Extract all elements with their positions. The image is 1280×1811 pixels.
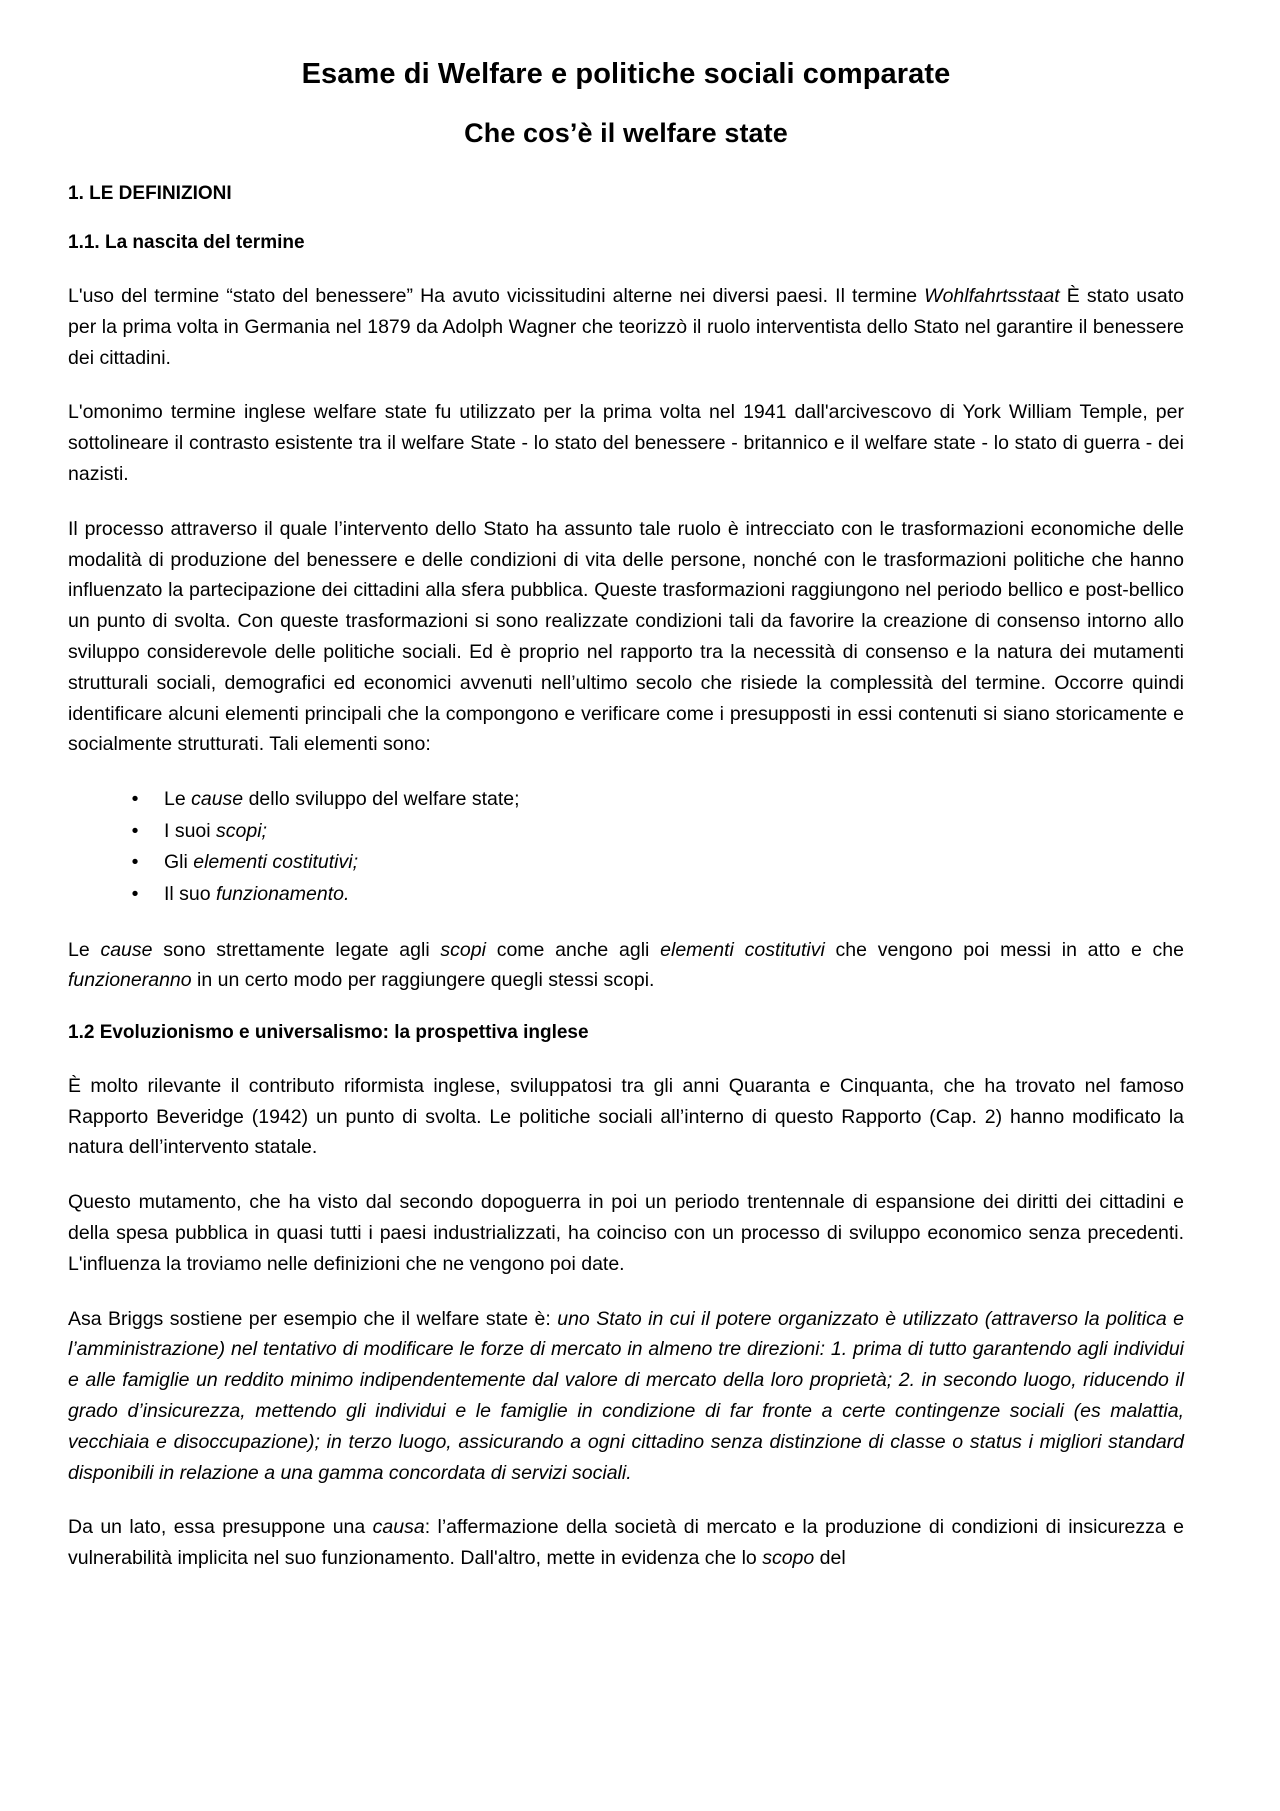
section-heading-1-2: 1.2 Evoluzionismo e universalismo: la prospettiva inglese [68,1022,589,1044]
paragraph-4-text-e: in un certo modo per raggiungere quegli stessi scopi. [191,969,655,992]
list-item-prefix: I suoi [164,819,217,842]
paragraph-4-italic-3: elementi costitutivi [660,938,825,961]
section-heading-1: 1. LE DEFINIZIONI [68,182,232,204]
paragraph-4-italic-1: cause [100,938,153,961]
paragraph-8-text-a: Da un lato, essa presuppone una [68,1516,373,1539]
paragraph-4-text-d: che vengono poi messi in atto e che [824,938,1185,961]
paragraph-3: Il processo attraverso il quale l’intervento dello Stato ha assunto tale ruolo è intrecciato con le trasformazioni economiche delle modalità di produzione del benessere e delle condizioni di vita delle persone, nonché con le trasformazioni politiche che hanno influenzato la partecipazione dei cittadini alla sfera pubblica. Queste trasformazioni raggiungono nel periodo bellico e post-bellico un punto di svolta. Con queste trasformazioni si sono realizzate condizioni tali da favorire la creazione di consenso intorno allo sviluppo considerevole delle politiche sociali. Ed è proprio nel rapporto tra la necessità di consenso e la natura dei mutamenti strutturali sociali, demografici ed economici avvenuti nell’ultimo secolo che risiede la complessità del termine. Occorre quindi identificare alcuni elementi principali che la compongono e verificare come i presupposti in essi contenuti si siano storicamente e socialmente strutturati. Tali elementi sono: [68,517,1184,756]
paragraph-8-italic-1: causa [372,1516,425,1539]
bullet-icon: • [131,851,139,874]
paragraph-4 [68,935,1184,997]
list-item-italic: cause [191,788,244,811]
bullet-icon: • [131,788,139,811]
paragraph-8-text-b: : l’affermazione della società di mercato e la produzione di condizioni di insicurezza e vulnerabilità implicita nel suo funzionamento. Dall'altro, mette in evidenza che lo [68,1516,1184,1570]
bullet-icon: • [131,819,139,842]
paragraph-8-italic-2: scopo [762,1547,815,1570]
page-subtitle: Che cos’è il welfare state [464,117,788,148]
list-item-italic: elementi costitutivi; [193,851,358,874]
paragraph-6: Questo mutamento, che ha visto dal secondo dopoguerra in poi un periodo trentennale di espansione dei diritti dei cittadini e della spesa pubblica in quasi tutti i paesi industrializzati, ha coinciso con un processo di sviluppo economico senza precedenti. L'influenza la troviamo nelle definizioni che ne vengono poi date. [68,1191,1184,1275]
paragraph-1-text-b: È stato usato per la prima volta in Germania nel 1879 da Adolph Wagner che teorizzò il ruolo interventista dello Stato nel garantire il benessere dei cittadini. [68,285,1184,369]
bullet-icon: • [131,882,139,905]
paragraph-2: L'omonimo termine inglese welfare state fu utilizzato per la prima volta nel 1941 dall'arcivescovo di York William Temple, per sottolineare il contrasto esistente tra il welfare State - lo stato del benessere - britannico e il welfare state - lo stato di guerra - dei nazisti. [68,401,1184,486]
paragraph-4-text-b: sono strettamente legate agli [152,938,441,961]
list-item-prefix: Il suo [164,882,217,905]
list-item [100,879,1184,911]
list-item-italic: scopi; [216,819,267,842]
list-item-prefix: Gli [164,851,194,874]
list-item [100,816,1184,848]
list-item-prefix: Le [164,788,192,811]
paragraph-8 [68,1512,1184,1574]
section-heading-1-1: 1.1. La nascita del termine [68,232,305,254]
paragraph-7-briggs-quote [68,1304,1184,1489]
page-title: Esame di Welfare e politiche sociali comparate [301,58,951,90]
paragraph-5: È molto rilevante il contributo riformista inglese, sviluppatosi tra gli anni Quaranta e Cinquanta, che ha trovato nel famoso Rapporto Beveridge (1942) un punto di svolta. Le politiche sociali all’interno di questo Rapporto (Cap. 2) hanno modificato la natura dell’intervento statale. [68,1074,1184,1159]
paragraph-4-italic-2: scopi [440,938,486,961]
paragraph-4-text-c: come anche agli [485,938,661,961]
list-item-italic: funzionamento. [216,882,350,905]
list-item-suffix: dello sviluppo del welfare state; [243,788,520,811]
list-item [100,847,1184,879]
paragraph-7-intro: Asa Briggs sostiene per esempio che il welfare state è: [68,1307,558,1330]
list-item [100,784,1184,816]
paragraph-1-italic-term: Wohlfahrtsstaat [924,285,1060,308]
elements-bullet-list [68,784,1184,910]
paragraph-8-text-c: del [814,1547,846,1570]
paragraph-1 [68,281,1184,373]
paragraph-4-italic-4: funzioneranno [68,969,192,992]
paragraph-1-text-a: L'uso del termine “stato del benessere” Ha avuto vicissitudini alterne nei diversi paesi. Il termine [68,285,925,308]
paragraph-7-quote: uno Stato in cui il potere organizzato è utilizzato (attraverso la politica e l’amministrazione) nel tentativo di modificare le forze di mercato in almeno tre direzioni: 1. prima di tutto garantendo agli individui e alle famiglie un reddito minimo indipendentemente dal valore di mercato della loro proprietà; 2. in secondo luogo, riducendo il grado d’insicurezza, mettendo gli individui e le famiglie in condizione di far fronte a certe contingenze sociali (es malattia, vecchiaia e disoccupazione); in terzo luogo, assicurando a ogni cittadino senza distinzione di classe o status i migliori standard disponibili in relazione a una gamma concordata di servizi sociali. [68,1307,1184,1484]
paragraph-4-text-a: Le [68,938,101,961]
